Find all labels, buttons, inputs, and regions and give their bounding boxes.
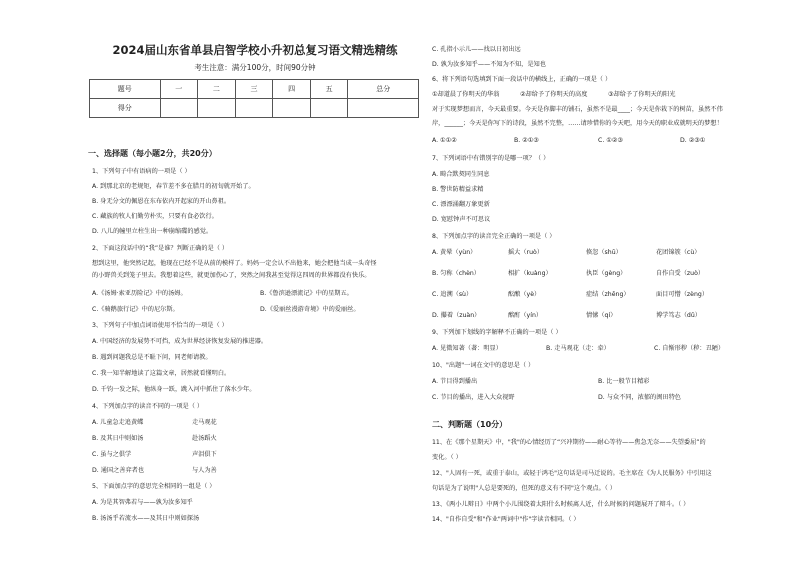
- question-line: 酝酿（yè）: [508, 291, 541, 298]
- question-line: B. 身无分文的佩恩在东布依内开起家的开山鼻祖。: [92, 198, 231, 205]
- section-heading: 二、判断题（10分）: [432, 420, 508, 429]
- question-line: 情愫（qí）: [586, 312, 617, 319]
- table-cell: 三: [235, 80, 273, 99]
- question-line: 变化。（ ）: [432, 454, 462, 461]
- question-line: 7、下列词语中有错别字的是哪一项？（ ）: [432, 155, 550, 162]
- question-line: ③却给予了你明天的阳光: [608, 91, 676, 98]
- question-line: 2、下面这段话中的“我”是谁？判断正确的是（ ）: [92, 245, 229, 252]
- table-cell: [160, 99, 198, 118]
- table-cell: [310, 99, 348, 118]
- question-line: A. 中国经济的发展势不可挡，成为世界经济恢复发展的推进器。: [92, 338, 268, 345]
- question-line: B. 汤汤乎若流水——及其日中则如探汤: [92, 515, 200, 522]
- question-line: 9、下列加下划线的字解释不正确的一项是（ ）: [432, 329, 562, 336]
- question-line: A. 畸合默契同生同息: [432, 171, 490, 178]
- question-line: D. 攥着（zuàn）: [432, 312, 481, 319]
- question-line: 的小野兽关到笼子里去。我想着这些，就更加伤心了，突然之间我甚至觉得这四周的世界都没有快乐。: [92, 272, 371, 279]
- question-line: B. 及其日中则如汤: [92, 435, 144, 442]
- question-line: 与人为善: [192, 467, 217, 474]
- question-line: 4、下列加点字的读音不同的一项是（ ）: [92, 403, 204, 410]
- table-cell: 五: [310, 80, 348, 99]
- question-line: D. 孰为汝多知乎——不知为不知，是知也: [432, 61, 546, 68]
- question-line: 博学笃志（dǔ）: [656, 312, 701, 319]
- table-cell: 总分: [348, 80, 419, 99]
- question-line: 面目可憎（zèng）: [656, 291, 709, 298]
- table-cell: [273, 99, 311, 118]
- question-line: A. 节目得到播出: [432, 378, 478, 385]
- question-line: C. 追溯（sù）: [432, 291, 473, 298]
- question-line: A. 黄晕（yùn）: [432, 249, 477, 256]
- table-cell: [198, 99, 236, 118]
- table-cell: 四: [273, 80, 311, 99]
- question-line: 酩酊（yín）: [508, 312, 543, 319]
- question-line: A. 到那北京的老规矩，春节差不多在腊月的初旬就开始了。: [92, 183, 255, 190]
- question-line: 13、《两小儿辩日》中两个小儿围绕着太阳什么时候离人近，什么时候的问题展开了辩斗。（ ）: [432, 501, 690, 508]
- question-line: 句话是为了说明"人总是要死的，但死的意义有不同"这个观点。（ ）: [432, 485, 616, 492]
- question-line: 摇大（ruò）: [508, 249, 544, 256]
- question-line: B. 遇到问题我总是不耻下问，同老师请教。: [92, 354, 212, 361]
- question-line: 12、"人固有一死，或重于泰山，或轻于鸿毛"这句话是司马迁说的。毛主席在《为人民服务》中引用这: [432, 470, 712, 477]
- question-line: 走马观花: [192, 419, 217, 426]
- question-line: 花团锦簇（cù）: [656, 249, 701, 256]
- question-line: C. 孔指小示儿——找以日初出远: [432, 46, 521, 53]
- question-line: B.《鲁滨逊漂流记》中的星期五。: [260, 290, 353, 297]
- question-line: B. 走马观花（走：牵）: [546, 345, 610, 352]
- question-line: 10、"出题"一词在文中的意思是（ ）: [432, 362, 535, 369]
- question-line: A. 儿童急走追黄蝶: [92, 419, 144, 426]
- question-line: C. 藏族的牧人们勤劳朴实，只要有食必饮行。: [92, 213, 218, 220]
- question-line: 8、下列加点字的读音完全正确的一项是（ ）: [432, 233, 556, 240]
- question-line: 赴汤蹈火: [192, 435, 217, 442]
- question-line: D. 与众不同，浓郁的闽田特色: [598, 394, 681, 401]
- question-line: 11、在《那个星期天》中，"我"的心情经历了“兴冲期待——耐心等待——焦急无奈——失望委屈”的: [432, 439, 706, 446]
- table-row: [90, 80, 419, 99]
- question-line: D. ②③①: [680, 137, 706, 144]
- section-heading: 一、选择题（每小题2分，共20分）: [88, 149, 217, 158]
- table-cell: 一: [160, 80, 198, 99]
- question-line: 岸，______；今天是你写下的诗段，虽然不完整，……请珍惜你的今天吧，用今天的职业成就明天的梦想！: [432, 120, 723, 127]
- table-cell: [348, 99, 419, 118]
- question-line: 相扩（kuàng）: [508, 270, 552, 277]
- question-line: D. 千钧一发之际，他纵身一跃，跳入河中抓住了落水少年。: [92, 386, 256, 393]
- table-row: [90, 99, 419, 118]
- question-line: ①却道晨了你明天的华翁: [432, 91, 500, 98]
- question-line: B. ②①③: [514, 137, 539, 144]
- question-line: ②却给予了你明天的高度: [520, 91, 588, 98]
- question-line: A. 为是其智弗若与——孰为汝多知乎: [92, 499, 193, 506]
- page-title: 2024届山东省单县启智学校小升初总复习语文精选精练: [112, 43, 398, 57]
- exam-notice: 考生注意：满分100分，时间90分钟: [194, 63, 316, 72]
- question-line: C. 节目的播出，进入大众视野: [432, 394, 515, 401]
- question-line: 症结（zhēng）: [586, 291, 630, 298]
- question-line: 3、下列句子中加点词语使用不恰当的一项是（ ）: [92, 322, 228, 329]
- question-line: C. ①②③: [598, 137, 623, 144]
- question-line: B. 比一般节目精彩: [598, 378, 650, 385]
- table-cell: 二: [198, 80, 236, 99]
- question-line: D.《爱丽丝漫游奇境》中的爱丽丝。: [260, 306, 360, 313]
- question-line: 倏忽（shū）: [586, 249, 622, 256]
- score-table: [89, 79, 419, 118]
- question-line: A. 见微知著（著：明显）: [432, 345, 502, 352]
- question-line: C. 虽与之俱学: [92, 451, 132, 458]
- question-line: A. ①①②: [432, 137, 457, 144]
- question-line: C. 自惭形秽（秽：丑陋）: [654, 345, 725, 352]
- question-line: 声泪俱下: [192, 451, 217, 458]
- question-line: D. 通国之善弈者也: [92, 467, 145, 474]
- question-line: 对于实现梦想而言，今天最重要。今天是你脚丰的铺石，虽然不是最____；今天是你栽下的树苗，虽然不伟: [432, 106, 723, 113]
- question-line: C.《骑鹅旅行记》中的尼尔斯。: [92, 306, 179, 313]
- question-line: B. 匀称（chèn）: [432, 270, 480, 277]
- table-cell: 题号: [90, 80, 161, 99]
- question-line: 1、下列句子中有语病的一项是（ ）: [92, 168, 191, 175]
- question-line: 6、将下列语句选填到下面一段话中的横线上，正确的一项是（ ）: [432, 76, 612, 83]
- question-line: 想到这里，他突然记起，他现在已经不是从前的模样了。妈妈一定会认不出他来，她会把他当成一头奇怪: [92, 260, 377, 267]
- question-line: 5、下面加点字的意思完全相同的一组是（ ）: [92, 483, 216, 490]
- question-line: 14、"自作自受"和"作业"两词中"作"字读音相同。（ ）: [432, 516, 580, 523]
- question-line: C. 漂漂涌翻万象更新: [432, 201, 490, 208]
- table-cell: [235, 99, 273, 118]
- question-line: 自作自受（zuò）: [656, 270, 705, 277]
- table-cell: 得分: [90, 99, 161, 118]
- question-line: B. 警世防精益求精: [432, 186, 484, 193]
- question-line: A.《汤姆·索亚历险记》中的汤姆。: [92, 290, 187, 297]
- question-line: C. 我一知半解地读了这篇文章，居然就看懂明白。: [92, 370, 231, 377]
- question-line: D. 八儿的幢里立柱生出一种崩缩碟的感觉。: [92, 228, 213, 235]
- question-line: D. 宽慰钟声不可思议: [432, 216, 491, 223]
- question-line: 执臣（gèng）: [586, 270, 627, 277]
